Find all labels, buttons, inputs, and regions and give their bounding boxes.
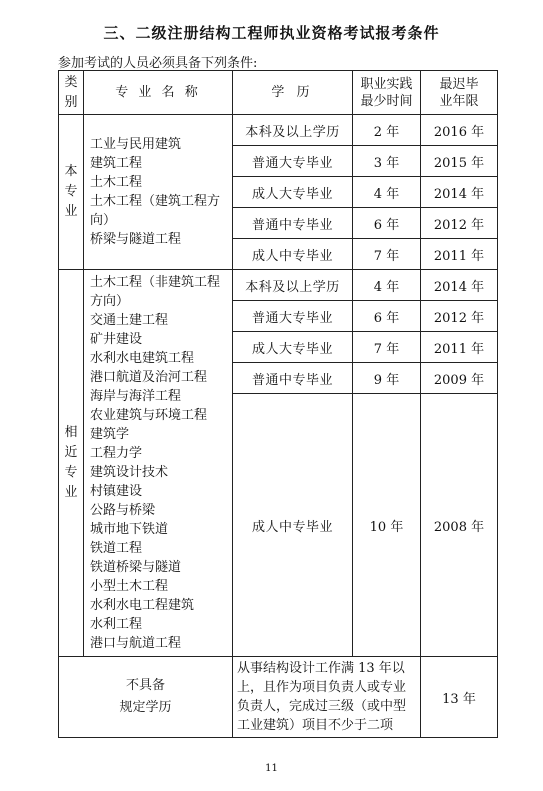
no-degree-requirement: 从事结构设计工作满 13 年以上，且作为项目负责人或专业负责人，完成过三级（或中型工业建筑）项目不少于二项 [233,657,421,738]
list-item: 海岸与海洋工程 [90,389,182,404]
list-item: 水利水电工程建筑 [90,598,195,613]
document-title: 三、二级注册结构工程师执业资格考试报考条件 [103,24,440,42]
list-item: 小型土木工程 [90,579,169,594]
education-cell: 成人中专毕业 [233,239,353,270]
education-cell: 普通大专毕业 [233,301,353,332]
education-cell: 普通中专毕业 [233,208,353,239]
experience-cell: 7 年 [353,332,421,363]
experience-cell: 4 年 [353,177,421,208]
list-item: 水利工程 [90,617,143,632]
list-item: 水利水电建筑工程 [90,351,195,366]
page-number: 11 [265,763,278,774]
list-item: 工程力学 [90,446,143,461]
list-item: 建筑学 [90,427,130,442]
table-row [59,657,498,738]
no-degree-experience: 13 年 [421,657,498,738]
year-cell: 2011 年 [421,332,498,363]
major-list [84,270,233,657]
requirements-table [58,70,498,738]
experience-cell: 3 年 [353,146,421,177]
year-cell: 2012 年 [421,301,498,332]
education-cell: 成人大专毕业 [233,177,353,208]
header-major: 专 业 名 称 [84,71,233,115]
list-item: 农业建筑与环境工程 [90,408,208,423]
list-item: 港口航道及治河工程 [90,370,208,385]
year-cell: 2012 年 [421,208,498,239]
category-cell: 本 专 业 [59,115,84,270]
experience-cell: 6 年 [353,208,421,239]
header-row [59,71,498,115]
experience-cell: 2 年 [353,115,421,146]
year-cell: 2014 年 [421,270,498,301]
experience-cell: 9 年 [353,363,421,394]
header-latest-year: 最迟毕 业年限 [421,71,498,115]
education-cell: 成人中专毕业 [233,394,353,657]
table-row [59,115,498,146]
year-cell: 2008 年 [421,394,498,657]
experience-cell: 6 年 [353,301,421,332]
list-item: 城市地下铁道 [90,522,169,537]
experience-cell: 7 年 [353,239,421,270]
list-item: 铁道桥梁与隧道 [90,560,182,575]
list-item: 公路与桥梁 [90,503,156,518]
category-cell: 相 近 专 业 [59,270,84,657]
list-item: 工业与民用建筑 [90,137,182,152]
table-row [59,270,498,301]
header-category: 类 别 [59,71,84,115]
year-cell: 2016 年 [421,115,498,146]
intro-text: 参加考试的人员必须具备下列条件: [58,56,258,71]
list-item: 土木工程（建筑工程方向） [90,194,221,228]
list-item: 建筑工程 [90,156,143,171]
year-cell: 2009 年 [421,363,498,394]
list-item: 土木工程 [90,175,143,190]
header-experience: 职业实践 最少时间 [353,71,421,115]
year-cell: 2011 年 [421,239,498,270]
list-item: 交通土建工程 [90,313,169,328]
education-cell: 普通大专毕业 [233,146,353,177]
education-cell: 本科及以上学历 [233,270,353,301]
major-list [84,115,233,270]
education-cell: 本科及以上学历 [233,115,353,146]
education-cell: 普通中专毕业 [233,363,353,394]
list-item: 矿井建设 [90,332,143,347]
year-cell: 2015 年 [421,146,498,177]
list-item: 土木工程（非建筑工程方向） [90,275,221,309]
header-education: 学 历 [233,71,353,115]
no-degree-label: 不具备 规定学历 [59,657,233,738]
list-item: 铁道工程 [90,541,143,556]
list-item: 桥梁与隧道工程 [90,232,182,247]
list-item: 村镇建设 [90,484,143,499]
year-cell: 2014 年 [421,177,498,208]
experience-cell: 4 年 [353,270,421,301]
list-item: 港口与航道工程 [90,636,182,651]
education-cell: 成人大专毕业 [233,332,353,363]
experience-cell: 10 年 [353,394,421,657]
list-item: 建筑设计技术 [90,465,169,480]
